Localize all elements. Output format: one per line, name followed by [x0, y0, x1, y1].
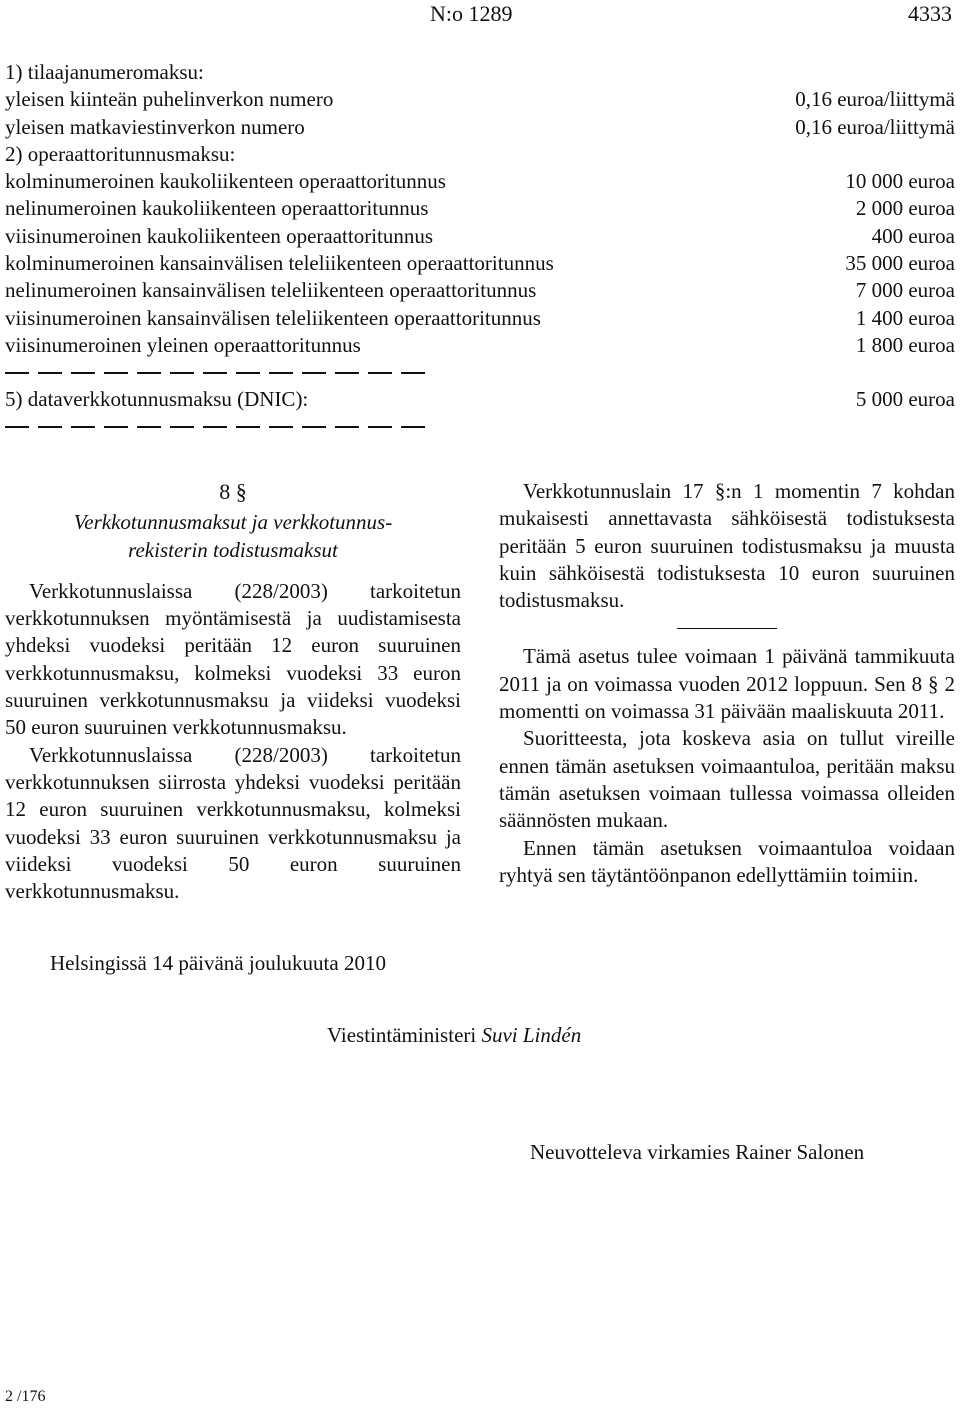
page-number: 4333	[908, 1, 952, 26]
fee-table	[5, 59, 955, 441]
fee-value: 1 800 euroa	[855, 332, 955, 357]
fee-value: 35 000 euroa	[845, 251, 955, 276]
fee-value: 10 000 euroa	[845, 169, 955, 194]
fee-row	[5, 59, 955, 86]
fee-row	[5, 250, 955, 277]
fee-value: 0,16 euroa/liittymä	[795, 87, 955, 112]
left-column	[5, 478, 461, 905]
fee-label: viisinumeroinen kansainvälisen teleliikenteen operaattoritunnus	[5, 305, 541, 330]
section-title-line: Verkkotunnusmaksut ja verkkotunnus-	[73, 510, 393, 535]
issue-number: N:o 1289	[430, 1, 513, 26]
fee-row	[5, 332, 955, 359]
page-header	[0, 0, 960, 30]
paragraph: Suoritteesta, jota koskeva asia on tullut vireille ennen tämän asetuksen voimaantuloa, peritään maksu tämän asetuksen voimaan tullessa voimassa olleiden säännösten mukaan.	[499, 726, 955, 833]
fee-value: 0,16 euroa/liittymä	[795, 114, 955, 139]
fee-row	[5, 195, 955, 222]
official-signature: Neuvotteleva virkamies Rainer Salonen	[530, 1140, 865, 1164]
omission-dashes	[5, 414, 955, 441]
paragraph: Verkkotunnuslaissa (228/2003) tarkoitetun verkkotunnuksen myöntämisestä ja uudistamisesta yhdeksi vuodeksi peritään 12 euron suuruinen verkkotunnusmaksu, kolmeksi vuodeksi 33 euron suuruinen verkkotunnusmaksu ja viideksi vuodeksi 50 euron suuruinen verkkotunnusmaksu.	[5, 578, 461, 740]
fee-row	[5, 114, 955, 141]
fee-row	[5, 86, 955, 113]
footer-page-ref: 2 /176	[5, 1388, 46, 1405]
fee-label: yleisen kiinteän puhelinverkon numero	[5, 87, 334, 112]
paragraph: Ennen tämän asetuksen voimaantuloa voidaan ryhtyä sen täytäntöönpanon edellyttämiin toimiin.	[499, 835, 955, 887]
fee-label: kolminumeroinen kaukoliikenteen operaattoritunnus	[5, 169, 446, 194]
section-number: 8 §	[219, 479, 247, 504]
section-title-line: rekisterin todistusmaksut	[128, 537, 338, 562]
fee-row	[5, 168, 955, 195]
minister-signature	[327, 1022, 581, 1049]
fee-row-dnic	[5, 386, 955, 413]
fee-label: viisinumeroinen yleinen operaattoritunnus	[5, 332, 361, 357]
fee-value: 2 000 euroa	[855, 196, 955, 221]
fee-label: yleisen matkaviestinverkon numero	[5, 114, 305, 139]
place-date: Helsingissä 14 päivänä joulukuuta 2010	[50, 951, 386, 975]
fee-label: 5) dataverkkotunnusmaksu (DNIC):	[5, 387, 309, 412]
fee-value: 1 400 euroa	[855, 305, 955, 330]
paragraph: Verkkotunnuslaissa (228/2003) tarkoitetun verkkotunnuksen siirrosta yhdeksi vuodeksi peritään 12 euron suuruinen verkkotunnusmaksu, kolmeksi vuodeksi 33 euron suuruinen verkkotunnusmaksu ja viideksi vuodeksi 50 euron suuruinen verkkotunnusmaksu.	[5, 742, 461, 904]
fee-label: 2) operaattoritunnusmaksu:	[5, 141, 236, 166]
omission-dashes	[5, 359, 955, 386]
fee-label: 1) tilaajanumeromaksu:	[5, 60, 204, 84]
minister-name: Suvi Lindén	[481, 1023, 582, 1047]
fee-row	[5, 141, 955, 168]
fee-label: nelinumeroinen kaukoliikenteen operaattoritunnus	[5, 196, 429, 221]
fee-row	[5, 305, 955, 332]
fee-value: 400 euroa	[871, 223, 955, 248]
fee-value: 5 000 euroa	[855, 387, 955, 412]
paragraph: Tämä asetus tulee voimaan 1 päivänä tammikuuta 2011 ja on voimassa vuoden 2012 loppuun. Sen 8 § 2 momentti on voimassa 31 päivään maaliskuuta 2011.	[499, 644, 955, 724]
right-column	[499, 478, 955, 889]
fee-label: nelinumeroinen kansainvälisen teleliikenteen operaattoritunnus	[5, 278, 537, 303]
fee-row	[5, 277, 955, 304]
paragraph: Verkkotunnuslain 17 §:n 1 momentin 7 kohdan mukaisesti annettavasta sähköisestä todistuksesta peritään 5 euron suuruinen todistusmaksu ja muusta kuin sähköisestä todistuksesta 10 euron suuruinen todistusmaksu.	[499, 479, 955, 613]
fee-value: 7 000 euroa	[855, 278, 955, 303]
section-title	[5, 509, 461, 564]
fee-label: kolminumeroinen kansainvälisen teleliikenteen operaattoritunnus	[5, 251, 554, 276]
fee-row	[5, 223, 955, 250]
fee-label: viisinumeroinen kaukoliikenteen operaattoritunnus	[5, 223, 434, 248]
minister-title: Viestintäministeri	[327, 1023, 477, 1047]
divider	[677, 628, 777, 629]
